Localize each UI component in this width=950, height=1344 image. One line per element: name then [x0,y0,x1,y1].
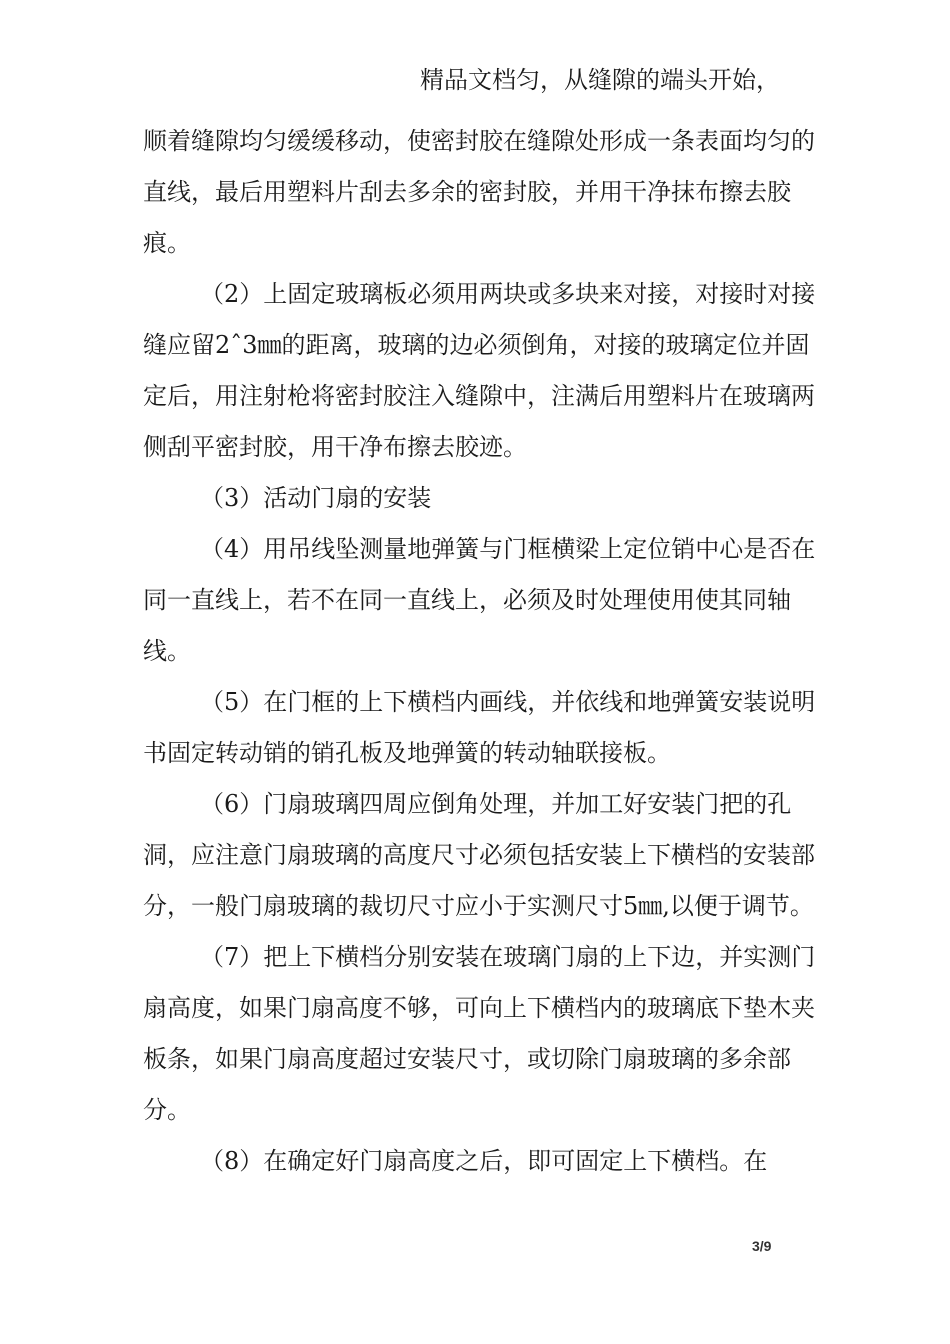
paragraph-8: （8）在确定好门扇高度之后，即可固定上下横档。在 [200,1147,768,1175]
body-text [143,116,819,1187]
paragraph-6: （6）门扇玻璃四周应倒角处理，并加工好安装门把的孔洞，应注意门扇玻璃的高度尺寸必须包括安装上下横档的安装部分，一般门扇玻璃的裁切尺寸应小于实测尺寸5㎜,以便于调节。 [143,790,815,920]
first-line [420,64,780,96]
paragraph-4: （4）用吊线坠测量地弹簧与门框横梁上定位销中心是否在同一直线上，若不在同一直线上，必须及时处理使用使其同轴线。 [143,535,816,665]
paragraph-2: （2）上固定玻璃板必须用两块或多块来对接，对接时对接缝应留2ˆ3㎜的距离，玻璃的边必须倒角，对接的玻璃定位并固定后，用注射枪将密封胶注入缝隙中，注满后用塑料片在玻璃两侧刮平密封胶，用干净布擦去胶迹。 [143,280,816,461]
first-line-text: 匀，从缝隙的端头开始， [516,66,780,94]
paragraph-3: （3）活动门扇的安装 [200,484,432,512]
header-watermark-text: 精品文档 [420,66,516,94]
page-number: 3/9 [752,1238,772,1254]
paragraph-7: （7）把上下横档分别安装在玻璃门扇的上下边，并实测门扇高度，如果门扇高度不够，可向上下横档内的玻璃底下垫木夹板条，如果门扇高度超过安装尺寸，或切除门扇玻璃的多余部分。 [143,943,816,1124]
paragraph-5: （5）在门框的上下横档内画线，并依线和地弹簧安装说明书固定转动销的销孔板及地弹簧的转动轴联接板。 [143,688,816,767]
paragraph-continuation: 顺着缝隙均匀缓缓移动，使密封胶在缝隙处形成一条表面均匀的直线，最后用塑料片刮去多余的密封胶，并用干净抹布擦去胶痕。 [143,127,815,257]
